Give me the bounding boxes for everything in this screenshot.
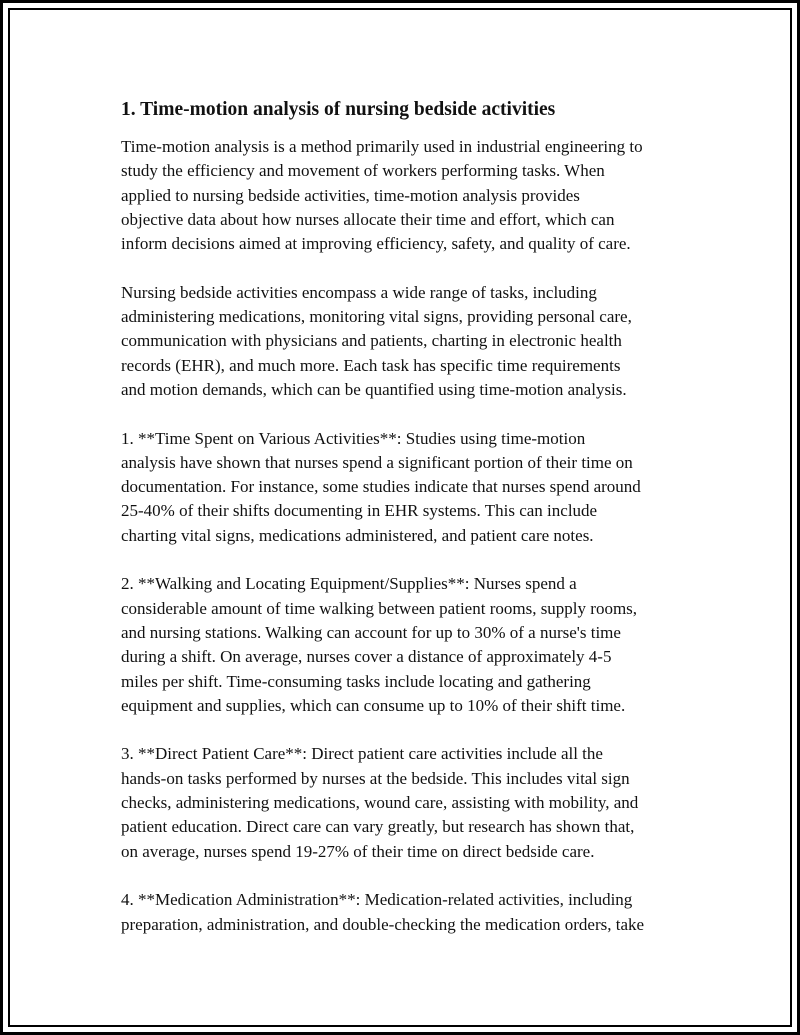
paragraph-direct-care: 3. **Direct Patient Care**: Direct patient care activities include all the hands-on tasks performed by nurses at the bedside. This includes vital sign checks, administering medications, wound care, assisting with mobility, and patient education. Direct care can vary greatly, but research has shown that, on average, nurses spend 19-27% of their time on direct bedside care. [121,744,639,861]
paragraph-walking: 2. **Walking and Locating Equipment/Supplies**: Nurses spend a considerable amount of time walking between patient rooms, supply rooms, and nursing stations. Walking can account for up to 30% of a nurse's time during a shift. On average, nurses cover a distance of approximately 4-5 miles per shift. Time-consuming tasks include locating and gathering equipment and supplies, which can consume up to 10% of their shift time. [121,574,638,715]
paragraph-medication: 4. **Medication Administration**: Medication-related activities, including preparation, administration, and double-checking the medication orders, take [121,890,645,934]
paragraph-time-spent: 1. **Time Spent on Various Activities**: Studies using time-motion analysis have shown that nurses spend a significant portion of their time on documentation. For instance, some studies indicate that nurses spend around 25-40% of their shifts documenting in EHR systems. This can include charting vital signs, medications administered, and patient care notes. [121,428,641,545]
paragraph-intro: Time-motion analysis is a method primarily used in industrial engineering to study the efficiency and movement of workers performing tasks. When applied to nursing bedside activities, time-motion analysis provides objective data about how nurses allocate their time and effort, which can inform decisions aimed at improving efficiency, safety, and quality of care. [121,137,643,254]
paragraph-activities-overview: Nursing bedside activities encompass a wide range of tasks, including administering medications, monitoring vital signs, providing personal care, communication with physicians and patients, charting in electronic health records (EHR), and much more. Each task has specific time requirements and motion demands, which can be quantified using time-motion analysis. [121,282,632,399]
section-heading: 1. Time-motion analysis of nursing bedside activities [121,99,556,120]
document-body [121,98,701,961]
